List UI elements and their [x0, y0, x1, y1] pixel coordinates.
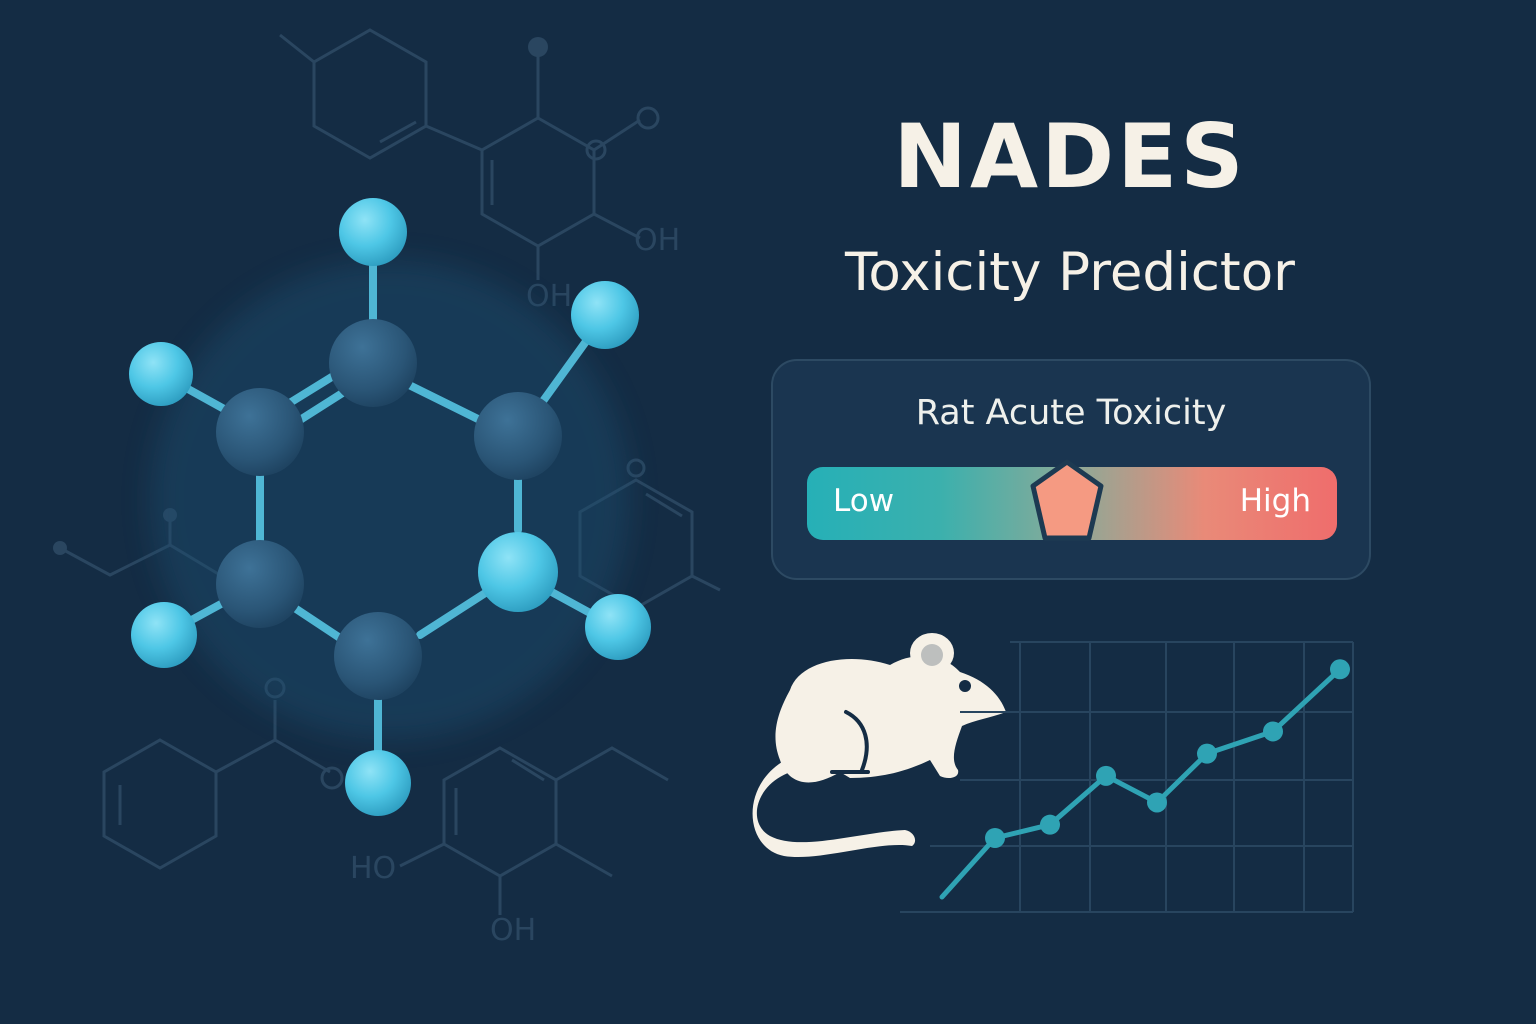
- bg-label-oh-1: OH: [634, 223, 681, 258]
- bg-label-oh-3: OH: [490, 913, 537, 948]
- toxicity-indicator-card: [771, 359, 1371, 580]
- app-title: NADES: [893, 105, 1247, 208]
- toxicity-scale-bar: [807, 467, 1337, 540]
- scale-low-label: Low: [833, 483, 895, 519]
- indicator-label: Rat Acute Toxicity: [915, 393, 1227, 433]
- bg-label-oh-2: OH: [526, 279, 573, 314]
- bg-label-ho: HO: [350, 851, 397, 886]
- scale-high-label: High: [1239, 483, 1311, 519]
- pentagon-marker-icon[interactable]: [1029, 458, 1105, 544]
- app-subtitle: Toxicity Predictor: [845, 242, 1295, 303]
